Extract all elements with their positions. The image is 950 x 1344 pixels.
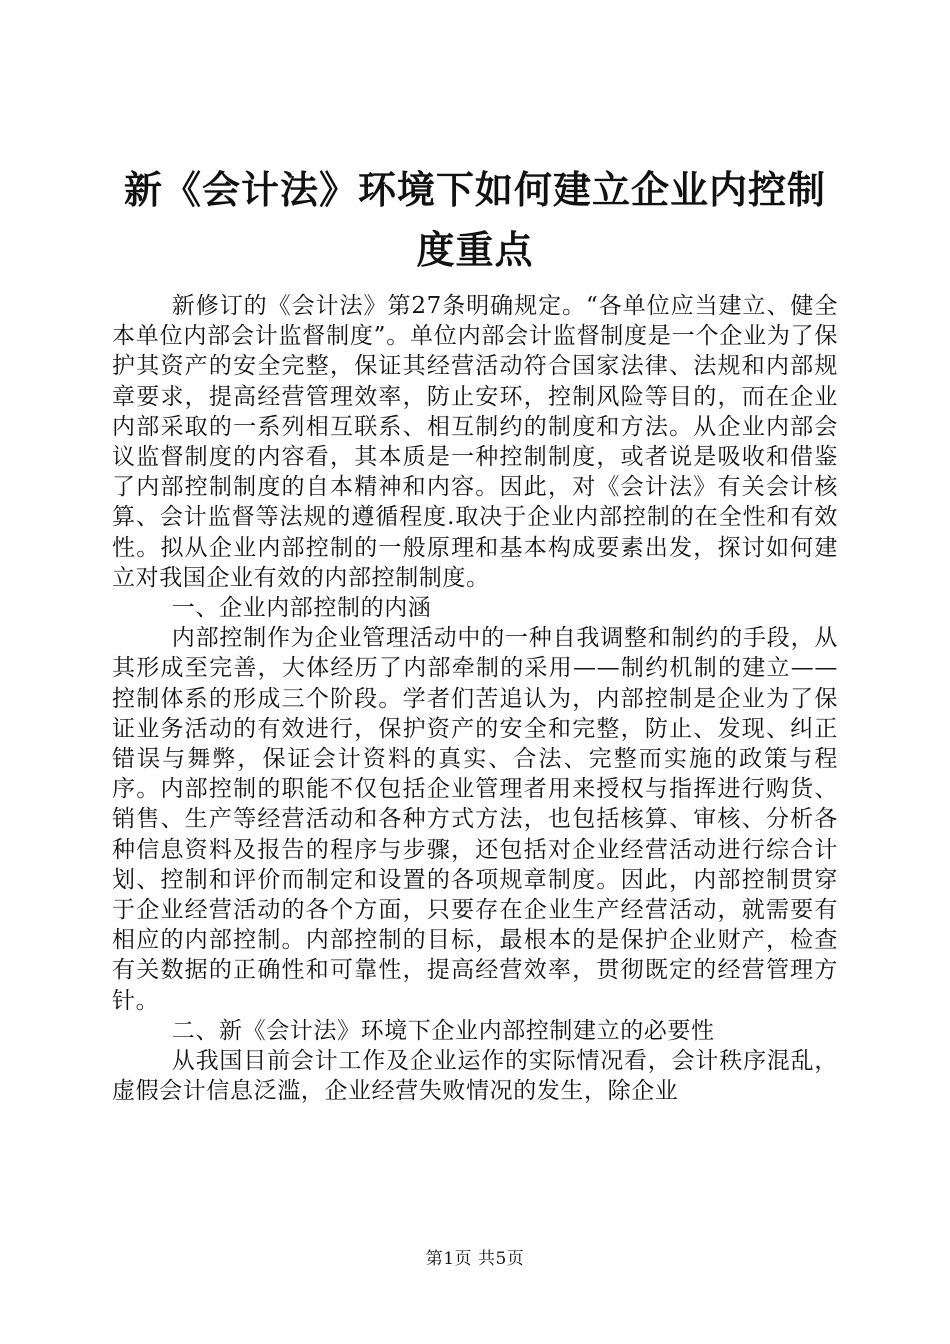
page-footer: 第1页 共5页 xyxy=(425,1249,525,1269)
document-body xyxy=(112,291,838,1106)
paragraph-intro: 新修订的《会计法》第27条明确规定。“各单位应当建立、健全本单位内部会计监督制度”。单位内部会计监督制度是一个企业为了保护其资产的安全完整，保证其经营活动符合国家法律、法规和内部规章要求，提高经营管理效率，防止安环，控制风险等目的，而在企业内部采取的一系列相互联系、相互制约的制度和方法。从企业内部会议监督制度的内容看，其本质是一种控制制度，或者说是吸收和借鉴了内部控制制度的自本精神和内容。因此，对《会计法》有关会计核算、会计监督等法规的遵循程度.取决于企业内部控制的在全性和有效性。拟从企业内部控制的一般原理和基本构成要素出发，探讨如何建立对我国企业有效的内部控制制度。 xyxy=(112,293,838,591)
section-heading-1: 一、企业内部控制的内涵 xyxy=(171,595,432,622)
paragraph-section-2: 从我国目前会计工作及企业运作的实际情况看，会计秩序混乱，虚假会计信息泛滥，企业经营失败情况的发生，除企业 xyxy=(112,1048,838,1105)
document-title: 新《会计法》环境下如何建立企业内控制度重点 xyxy=(123,167,826,272)
section-heading-2: 二、新《会计法》环境下企业内部控制建立的必要性 xyxy=(171,1017,715,1044)
paragraph-section-1: 内部控制作为企业管理活动中的一种自我调整和制约的手段，从其形成至完善，大体经历了内部牵制的采用——制约机制的建立——控制体系的形成三个阶段。学者们苦追认为，内部控制是企业为了保证业务活动的有效进行，保护资产的安全和完整，防止、发现、纠正错误与舞弊，保证会计资料的真实、合法、完整而实施的政策与程序。内部控制的职能不仅包括企业管理者用来授权与指挥进行购货、销售、生产等经营活动和各种方式方法，也包括核算、审核、分析各种信息资料及报告的程序与步骤，还包括对企业经营活动进行综合计划、控制和评价而制定和设置的各项规章制度。因此，内部控制贯穿于企业经营活动的各个方面，只要存在企业生产经营活动，就需要有相应的内部控制。内部控制的目标，最根本的是保护企业财产，检查有关数据的正确性和可靠性，提高经营效率，贯彻既定的经营管理方针。 xyxy=(112,625,838,1014)
